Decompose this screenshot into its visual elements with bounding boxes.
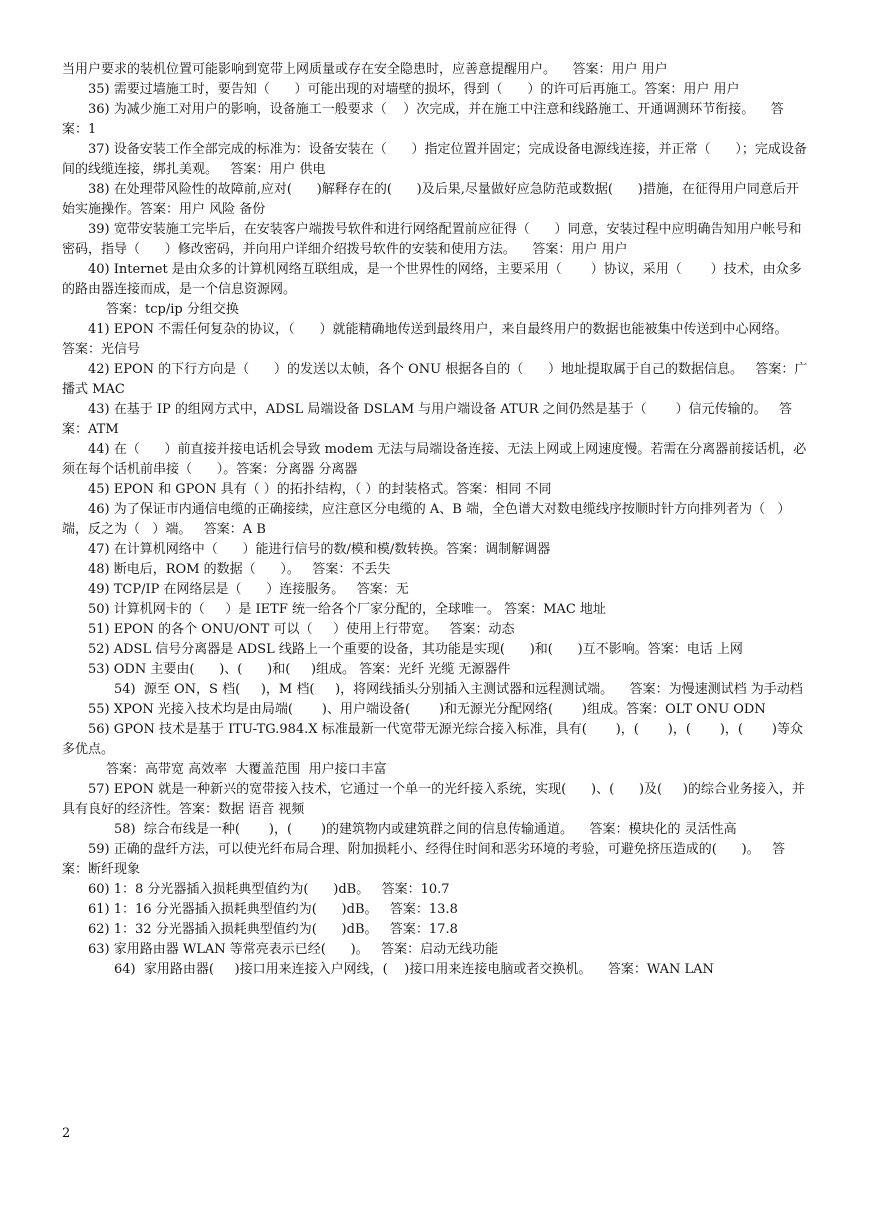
question-paragraph: 58) 综合布线是一种( )，( )的建筑物内或建筑群之间的信息传输通道。 答案：模块化的 灵活性高 xyxy=(114,822,737,837)
question-paragraph: 54) 源至 ON，S 档( )，M 档( )，将网线插头分别插入主测试器和远程测试端。 答案：为慢速测试档 为手动档 xyxy=(114,682,803,697)
question-paragraph: 63) 家用路由器 WLAN 等常亮表示已经( )。 答案：启动无线功能 xyxy=(88,942,499,957)
question-paragraph: 60) 1：8 分光器插入损耗典型值约为( )dB。 答案：10.7 xyxy=(88,882,450,897)
question-paragraph: 40) Internet 是由众多的计算机网络互联组成，是一个世界性的网络，主要采用（ ）协议，采用（ ）技术，由众多的路由器连接而成，是一个信息资源网。 xyxy=(62,262,802,297)
question-paragraph: 49) TCP/IP 在网络层是（ ）连接服务。 答案：无 xyxy=(88,582,409,597)
question-paragraph: 47) 在计算机网络中（ ）能进行信号的数/模和模/数转换。答案：调制解调器 xyxy=(88,542,551,557)
question-paragraph: 50) 计算机网卡的（ ）是 IETF 统一给各个厂家分配的，全球唯一。 答案：MAC 地址 xyxy=(88,602,606,617)
question-paragraph: 答案：高带宽 高效率 大覆盖范围 用户接口丰富 xyxy=(106,762,387,777)
question-paragraph: 57) EPON 就是一种新兴的宽带接入技术，它通过一个单一的光纤接入系统，实现( )、( )及( )的综合业务接入，并具有良好的经济性。答案：数据 语音 视频 xyxy=(62,782,805,817)
question-paragraph: 53) ODN 主要由( )、( )和( )组成。 答案：光纤 光缆 无源器件 xyxy=(88,662,511,677)
question-paragraph: 55) XPON 光接入技术均是由局端( )、用户端设备( )和无源光分配网络( )组成。答案：OLT ONU ODN xyxy=(88,702,766,717)
question-paragraph: 答案：tcp/ip 分组交换 xyxy=(106,302,239,317)
question-paragraph: 45) EPON 和 GPON 具有（ ）的拓扑结构，（ ）的封装格式。答案：相同 不同 xyxy=(88,482,552,497)
question-paragraph: 59) 正确的盘纤方法，可以使光纤布局合理、附加损耗小、经得住时间和恶劣环境的考验，可避免挤压造成的( )。 答案：断纤现象 xyxy=(62,842,786,877)
question-paragraph: 39) 宽带安装施工完毕后，在安装客户端拨号软件和进行网络配置前应征得（ ）同意，安装过程中应明确告知用户帐号和密码，指导（ ）修改密码，并向用户详细介绍拨号软件的安装和使用方法。 答案：用户 用户 xyxy=(62,222,802,257)
question-paragraph: 38) 在处理带风险性的故障前,应对( )解释存在的( )及后果,尽量做好应急防范或数据( )措施，在征得用户同意后开始实施操作。答案：用户 风险 备份 xyxy=(62,182,799,217)
question-paragraph: 42) EPON 的下行方向是（ ）的发送以太帧，各个 ONU 根据各自的（ ）地址提取属于自己的数据信息。 答案：广播式 MAC xyxy=(62,362,808,397)
question-paragraph: 51) EPON 的各个 ONU/ONT 可以（ ）使用上行带宽。 答案：动态 xyxy=(88,622,515,637)
question-paragraph: 56) GPON 技术是基于 ITU-TG.984.X 标准最新一代宽带无源光综合接入标准，具有( )，( )，( )，( )等众多优点。 xyxy=(62,722,803,757)
question-paragraph: 52) ADSL 信号分离器是 ADSL 线路上一个重要的设备，其功能是实现( )和( )互不影响。答案：电话 上网 xyxy=(88,642,743,657)
question-paragraph: 61) 1：16 分光器插入损耗典型值约为( )dB。 答案：13.8 xyxy=(88,902,458,917)
question-paragraph: 35) 需要过墙施工时，要告知（ ）可能出现的对墙壁的损坏，得到（ ）的许可后再施工。答案：用户 用户 xyxy=(88,82,740,97)
question-paragraph: 46) 为了保证市内通信电缆的正确接续，应注意区分电缆的 A、B 端，全色谱大对数电缆线序按顺时针方向排列者为（ ）端，反之为（ ）端。 答案：A B xyxy=(62,502,791,537)
question-paragraph: 41) EPON 不需任何复杂的协议，（ ）就能精确地传送到最终用户，来自最终用户的数据也能被集中传送到中心网络。 答案：光信号 xyxy=(62,322,800,357)
question-paragraph: 62) 1：32 分光器插入损耗典型值约为( )dB。 答案：17.8 xyxy=(88,922,458,937)
question-list xyxy=(62,60,808,980)
question-paragraph: 44) 在（ ）前直接并接电话机会导致 modem 无法与局端设备连接、无法上网或上网速度慢。若需在分离器前接话机，必须在每个话机前串接（ ）。答案：分离器 分离器 xyxy=(62,442,807,477)
question-paragraph: 43) 在基于 IP 的组网方式中，ADSL 局端设备 DSLAM 与用户端设备 ATUR 之间仍然是基于（ ）信元传输的。 答案：ATM xyxy=(62,402,792,437)
question-paragraph: 37) 设备安装工作全部完成的标准为：设备安装在（ ）指定位置并固定；完成设备电源线连接，并正常（ ）；完成设备间的线缆连接，绑扎美观。 答案：用户 供电 xyxy=(62,142,807,177)
question-paragraph: 当用户要求的装机位置可能影响到宽带上网质量或存在安全隐患时，应善意提醒用户。 答案：用户 用户 xyxy=(62,62,668,77)
question-paragraph: 64) 家用路由器( )接口用来连接入户网线，( )接口用来连接电脑或者交换机。 答案：WAN LAN xyxy=(114,962,714,977)
question-paragraph: 48) 断电后，ROM 的数据（ ）。 答案：不丢失 xyxy=(88,562,391,577)
question-paragraph: 36) 为减少施工对用户的影响，设备施工一般要求（ ）次完成，并在施工中注意和线路施工、开通调测环节衔接。 答案：1 xyxy=(62,102,784,137)
page-number: 2 xyxy=(62,1126,71,1141)
